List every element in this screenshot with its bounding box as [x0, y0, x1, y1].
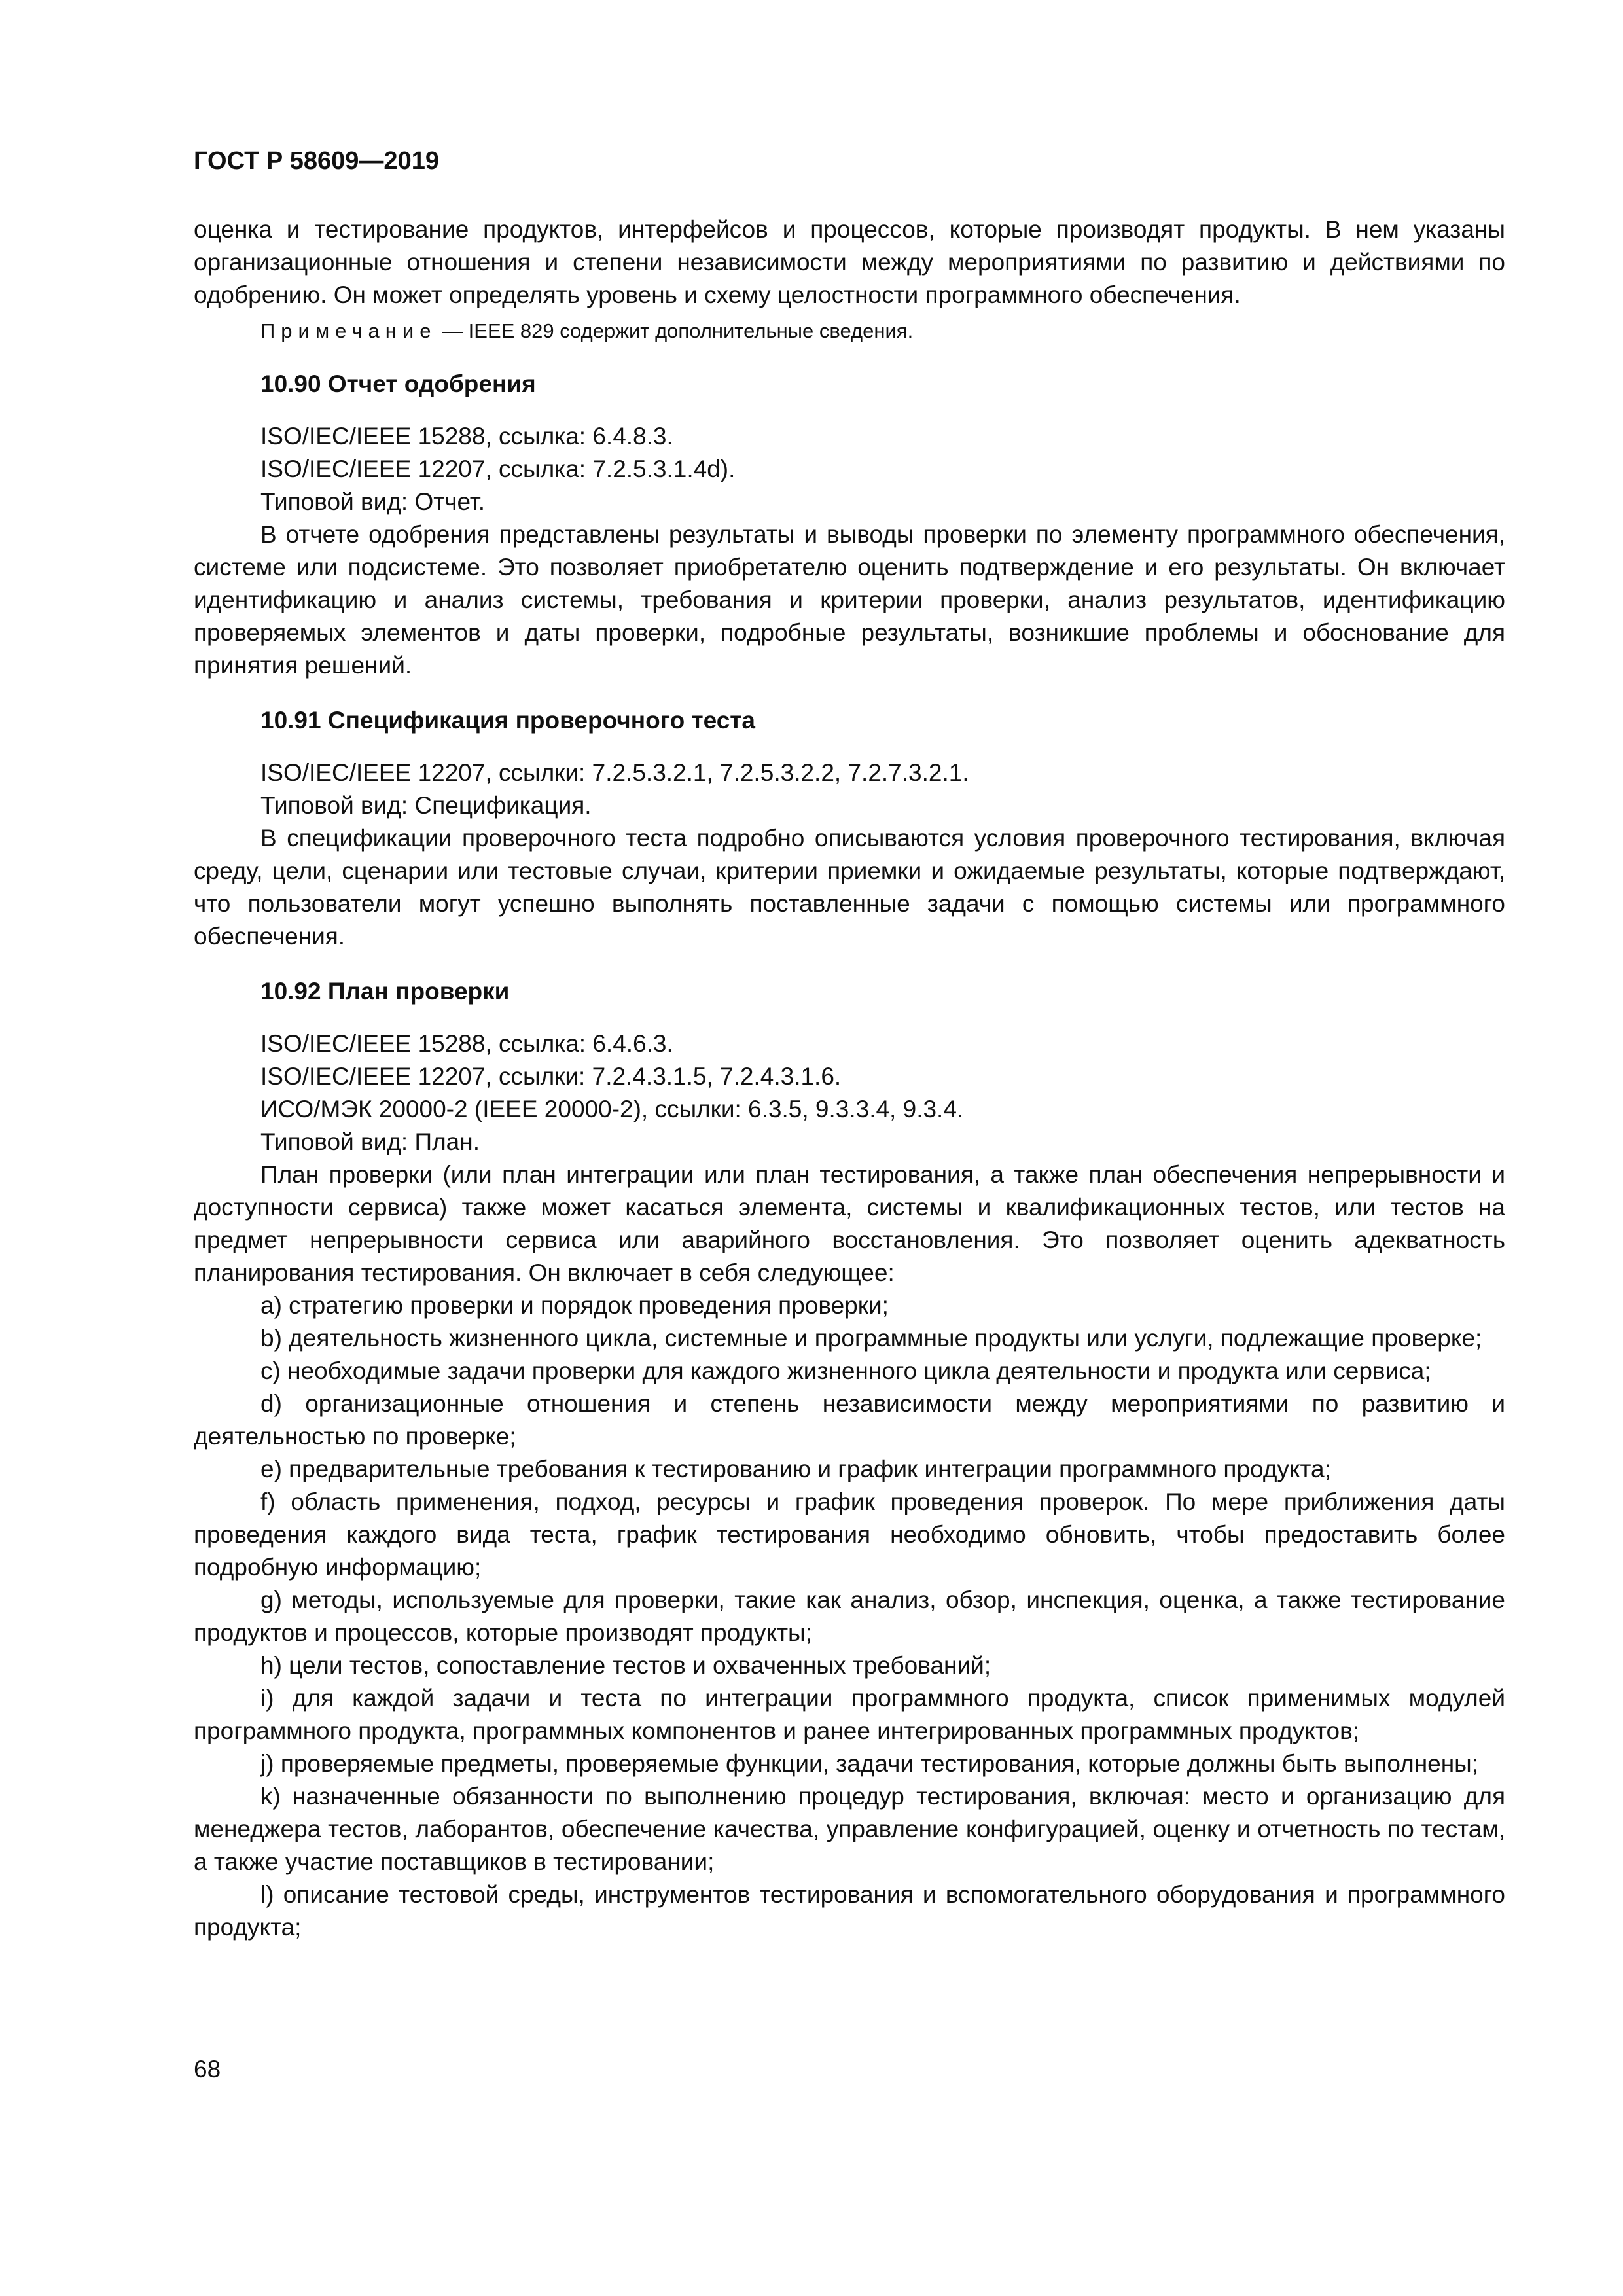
section-title: 10.90 Отчет одобрения — [260, 370, 536, 397]
list-item: k) назначенные обязанности по выполнению процедур тестирования, включая: место и организацию для менеджера тестов, лаборантов, обеспечение качества, управление конфигурацией, оценку и отчетность по тестам, а также участие поставщиков в тестировании; — [194, 1783, 1505, 1875]
type-line: Типовой вид: Отчет. — [260, 488, 485, 515]
note — [194, 317, 1505, 346]
section-10-90 — [194, 368, 1505, 682]
list-item: e) предварительные требования к тестированию и график интеграции программного продукта; — [260, 1456, 1331, 1482]
list-item: l) описание тестовой среды, инструментов тестирования и вспомогательного оборудования и программного продукта; — [194, 1881, 1505, 1941]
plan-contents-list — [194, 1289, 1505, 1944]
section-body: План проверки (или план интеграции или план тестирования, а также план обеспечения непрерывности и доступности сервиса) также может касаться элемента, системы и квалификационных тестов, или тестов на предмет непрерывности сервиса или аварийного восстановления. Это позволяет оценить адекватность планирования тестирования. Он включает в себя следующее: — [194, 1161, 1505, 1286]
list-item: f) область применения, подход, ресурсы и график проведения проверок. По мере приближения даты проведения каждого вида теста, график тестирования необходимо обновить, чтобы предоставить более подробную информацию; — [194, 1488, 1505, 1581]
reference-line: ИСО/МЭК 20000-2 (IEEE 20000-2), ссылки: 6.3.5, 9.3.3.4, 9.3.4. — [260, 1096, 964, 1122]
document-page — [194, 145, 1505, 1966]
section-10-91 — [194, 704, 1505, 953]
list-item: a) стратегию проверки и порядок проведения проверки; — [260, 1292, 889, 1319]
reference-line: ISO/IEC/IEEE 15288, ссылка: 6.4.8.3. — [260, 423, 673, 450]
list-item: d) организационные отношения и степень независимости между мероприятиями по развитию и деятельностью по проверке; — [194, 1390, 1505, 1450]
list-item: i) для каждой задачи и теста по интеграции программного продукта, список применимых модулей программного продукта, программных компонентов и ранее интегрированных программных продуктов; — [194, 1685, 1505, 1744]
type-line: Типовой вид: Спецификация. — [260, 792, 592, 819]
intro-block — [194, 213, 1505, 346]
page-number: 68 — [194, 2056, 221, 2083]
document-code-header: ГОСТ Р 58609—2019 — [194, 147, 439, 175]
list-item: j) проверяемые предметы, проверяемые функции, задачи тестирования, которые должны быть выполнены; — [260, 1750, 1479, 1777]
intro-paragraph: оценка и тестирование продуктов, интерфейсов и процессов, которые производят продукты. В нем указаны организационные отношения и степени независимости между мероприятиями по развитию и действиями по одобрению. Он может определять уровень и схему целостности программного обеспечения. — [194, 216, 1505, 308]
section-body: В отчете одобрения представлены результаты и выводы проверки по элементу программного обеспечения, системе или подсистеме. Это позволяет приобретателю оценить подтверждение и его результаты. Он включает идентификацию и анализ системы, требования и критерии проверки, анализ результатов, идентификацию проверяемых элементов и даты проверки, подробные результаты, возникшие проблемы и обоснование для принятия решений. — [194, 521, 1505, 679]
list-item: h) цели тестов, сопоставление тестов и охваченных требований; — [260, 1652, 991, 1679]
list-item: c) необходимые задачи проверки для каждого жизненного цикла деятельности и продукта или сервиса; — [260, 1357, 1431, 1384]
section-body: В спецификации проверочного теста подробно описываются условия проверочного тестирования, включая среду, цели, сценарии или тестовые случаи, критерии приемки и ожидаемые результаты, которые подтверждают, что пользователи могут успешно выполнять поставленные задачи с помощью системы или программного обеспечения. — [194, 825, 1505, 950]
type-line: Типовой вид: План. — [260, 1128, 480, 1155]
section-10-92 — [194, 975, 1505, 1944]
reference-line: ISO/IEC/IEEE 12207, ссылки: 7.2.5.3.2.1, 7.2.5.3.2.2, 7.2.7.3.2.1. — [260, 759, 969, 786]
section-title: 10.92 План проверки — [260, 978, 510, 1005]
reference-line: ISO/IEC/IEEE 12207, ссылка: 7.2.5.3.1.4d). — [260, 456, 736, 482]
reference-line: ISO/IEC/IEEE 15288, ссылка: 6.4.6.3. — [260, 1030, 673, 1057]
reference-line: ISO/IEC/IEEE 12207, ссылки: 7.2.4.3.1.5, 7.2.4.3.1.6. — [260, 1063, 842, 1090]
note-label: Примечание — [260, 319, 437, 342]
list-item: g) методы, используемые для проверки, такие как анализ, обзор, инспекция, оценка, а также тестирование продуктов и процессов, которые производят продукты; — [194, 1587, 1505, 1646]
section-title: 10.91 Спецификация проверочного теста — [260, 707, 755, 734]
note-text: — IEEE 829 содержит дополнительные сведения. — [437, 319, 914, 342]
list-item: b) деятельность жизненного цикла, системные и программные продукты или услуги, подлежащие проверке; — [260, 1325, 1482, 1352]
